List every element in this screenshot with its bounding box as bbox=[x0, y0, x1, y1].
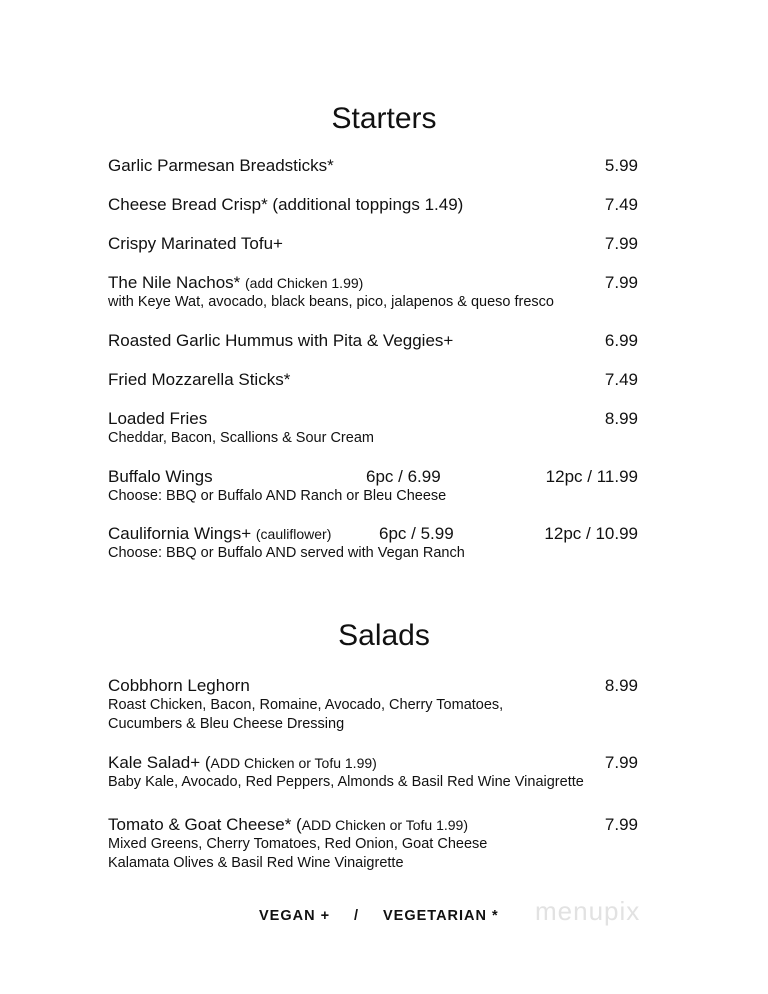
salads-heading: Salads bbox=[338, 619, 430, 652]
menu-item bbox=[108, 195, 638, 215]
item-price: 7.49 bbox=[604, 370, 638, 389]
menu-item bbox=[108, 234, 638, 254]
menu-item bbox=[108, 273, 638, 312]
item-description: Cheddar, Bacon, Scallions & Sour Cream bbox=[108, 430, 374, 446]
item-price: 7.99 bbox=[604, 234, 638, 253]
item-name: Garlic Parmesan Breadsticks* bbox=[108, 156, 334, 175]
menupix-watermark: menupix bbox=[535, 896, 641, 926]
item-name: Caulifornia Wings+ bbox=[108, 524, 252, 543]
item-name: Tomato & Goat Cheese* ( bbox=[108, 815, 302, 834]
item-price: 5.99 bbox=[604, 156, 638, 175]
item-price: 7.99 bbox=[604, 815, 638, 834]
menu-item bbox=[108, 524, 638, 563]
item-small-price: 6pc / 5.99 bbox=[379, 524, 454, 543]
item-price: 8.99 bbox=[604, 676, 638, 695]
menu-item bbox=[108, 156, 638, 176]
item-description: Cucumbers & Bleu Cheese Dressing bbox=[108, 715, 345, 732]
item-note: (cauliflower) bbox=[255, 526, 332, 542]
item-name: Crispy Marinated Tofu+ bbox=[108, 234, 283, 253]
item-description: Choose: BBQ or Buffalo AND served with Vegan Ranch bbox=[108, 545, 465, 561]
item-name: Roasted Garlic Hummus with Pita & Veggies+ bbox=[108, 331, 454, 350]
item-description: Kalamata Olives & Basil Red Wine Vinaigrette bbox=[108, 854, 404, 871]
menu-item bbox=[108, 676, 638, 733]
item-name: The Nile Nachos* bbox=[108, 273, 241, 292]
menu-item bbox=[108, 331, 638, 351]
item-description: Roast Chicken, Bacon, Romaine, Avocado, Cherry Tomatoes, bbox=[108, 697, 504, 713]
vegan-legend: VEGAN + bbox=[259, 908, 331, 924]
legend-separator: / bbox=[354, 908, 360, 924]
item-description: Mixed Greens, Cherry Tomatoes, Red Onion, Goat Cheese bbox=[108, 836, 488, 852]
menu-item bbox=[108, 409, 638, 448]
item-price: 7.49 bbox=[604, 195, 638, 214]
menu-item bbox=[108, 467, 638, 506]
item-price: 12pc / 10.99 bbox=[544, 524, 638, 543]
item-name: Buffalo Wings bbox=[108, 467, 213, 486]
item-small-price: 6pc / 6.99 bbox=[366, 467, 441, 486]
menu-item bbox=[108, 753, 638, 792]
item-price: 6.99 bbox=[604, 331, 638, 350]
item-name: Cobbhorn Leghorn bbox=[108, 676, 250, 695]
item-description: Choose: BBQ or Buffalo AND Ranch or Bleu Cheese bbox=[108, 488, 447, 504]
item-name: Loaded Fries bbox=[108, 409, 208, 428]
menu-item bbox=[108, 815, 638, 872]
item-name: Cheese Bread Crisp* (additional toppings 1.49) bbox=[108, 195, 464, 214]
vegetarian-legend: VEGETARIAN * bbox=[383, 908, 499, 924]
item-price: 8.99 bbox=[604, 409, 638, 428]
item-note: ADD Chicken or Tofu 1.99) bbox=[210, 755, 377, 771]
item-name: Fried Mozzarella Sticks* bbox=[108, 370, 291, 389]
item-description: Baby Kale, Avocado, Red Peppers, Almonds & Basil Red Wine Vinaigrette bbox=[108, 774, 584, 790]
item-note: ADD Chicken or Tofu 1.99) bbox=[301, 817, 468, 833]
item-price: 7.99 bbox=[604, 753, 638, 772]
item-price: 12pc / 11.99 bbox=[545, 467, 638, 486]
item-name: Kale Salad+ ( bbox=[108, 753, 211, 772]
starters-heading: Starters bbox=[331, 102, 437, 135]
menu-item bbox=[108, 370, 638, 390]
item-note: (add Chicken 1.99) bbox=[245, 275, 364, 291]
item-description: with Keye Wat, avocado, black beans, pico, jalapenos & queso fresco bbox=[108, 294, 554, 310]
item-price: 7.99 bbox=[604, 273, 638, 292]
